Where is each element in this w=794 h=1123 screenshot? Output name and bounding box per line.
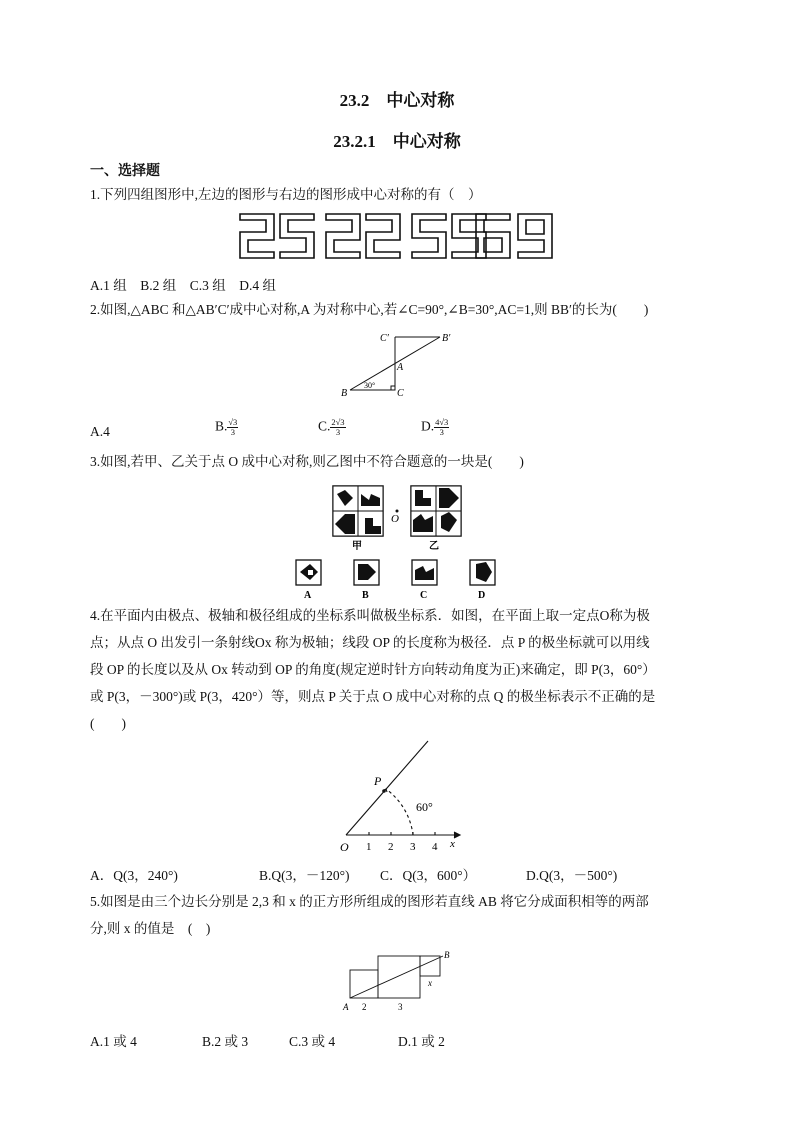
question-3-option-figures	[292, 558, 502, 602]
label-b-prime: B′	[442, 333, 451, 344]
option-b-tile	[354, 560, 379, 585]
question-4-option-b: B.Q(3，－120°)	[259, 868, 350, 883]
question-5-option-d: D.1 或 2	[398, 1034, 445, 1049]
label-a: A	[397, 362, 404, 373]
question-4-option-d: D.Q(3，－500°)	[526, 868, 618, 883]
tick-1: 1	[366, 841, 372, 853]
digit-outline-2b	[326, 214, 360, 258]
label-jia: 甲	[352, 541, 362, 552]
option-a-tile	[296, 560, 321, 585]
option-label-c: C	[420, 590, 428, 601]
question-1-text: 1.下列四组图形中,左边的图形与右边的图形成中心对称的有（ ）	[90, 187, 482, 202]
digit-outline-9	[518, 214, 552, 258]
tick-4: 4	[432, 841, 438, 853]
tick-3: 3	[410, 841, 416, 853]
tick-2: 2	[388, 841, 394, 853]
digit-outline-5c	[452, 214, 486, 258]
question-4-option-c: C．Q(3，600°）	[380, 868, 477, 883]
question-5-option-b: B.2 或 3	[202, 1034, 249, 1049]
page-title: 23.2 中心对称	[339, 91, 455, 110]
label-x-axis: x	[450, 838, 455, 850]
question-3-text: 3.如图,若甲、乙关于点 O 成中心对称,则乙图中不符合题意的一块是( )	[90, 454, 524, 469]
question-4-line-1: 4.在平面内由极点、极轴和极径组成的坐标系叫做极坐标系．如图，在平面上取一定点O称为极	[90, 608, 650, 623]
question-2-figure	[330, 328, 460, 400]
question-2-option-d: D. $\frac{4√3}{3}$	[421, 417, 449, 437]
option-label-a: A	[304, 590, 312, 601]
question-4-option-a: A．Q(3，240°)	[90, 868, 178, 883]
question-5-line-2: 分,则 x 的值是 ( )	[90, 921, 211, 936]
question-1-figure	[238, 212, 558, 262]
label-origin: O	[340, 840, 349, 854]
digit-outline-2a	[240, 214, 274, 258]
question-2-text: 2.如图,△ABC 和△AB′C′成中心对称,A 为对称中心,若∠C=90°,∠B=30°,AC=1,则 BB′的长为( )	[90, 302, 649, 317]
option-label-d: D	[478, 590, 486, 601]
question-3-figure	[325, 484, 475, 552]
label-side-2: 2	[362, 1002, 367, 1012]
label-c-prime: C′	[380, 333, 389, 344]
label-o: O	[391, 513, 399, 525]
question-2-option-c: C. $\frac{2√3}{3}$	[318, 417, 345, 437]
question-2-option-a: A.4	[90, 424, 110, 439]
question-4-line-5: ( )	[90, 716, 126, 731]
figure-yi	[411, 486, 461, 536]
question-1-options: A.1 组 B.2 组 C.3 组 D.4 组	[90, 278, 277, 293]
digit-outline-5b	[412, 214, 446, 258]
label-b-point: B	[444, 950, 450, 960]
question-5-line-1: 5.如图是由三个边长分别是 2,3 和 x 的正方形所组成的图形若直线 AB 将它分成面积相等的两部	[90, 894, 649, 909]
label-p: P	[374, 774, 382, 788]
page-subtitle: 23.2.1 中心对称	[333, 132, 461, 151]
digit-outline-2c	[366, 214, 400, 258]
option-c-tile	[412, 560, 437, 585]
question-4-figure	[336, 735, 466, 855]
question-4-line-2: 点；从点 O 出发引一条射线Ox 称为极轴；线段 OP 的长度称为极径．点 P 的极坐标就可以用线	[90, 635, 650, 650]
label-side-x: x	[428, 978, 432, 988]
option-label-b: B	[362, 590, 369, 601]
question-5-figure	[340, 948, 460, 1018]
label-angle-60: 60°	[416, 800, 433, 814]
label-side-3: 3	[398, 1002, 403, 1012]
question-5-option-a: A.1 或 4	[90, 1034, 137, 1049]
question-2-option-b: B. $\frac{√3}{3}$	[215, 417, 238, 437]
question-5-option-c: C.3 或 4	[289, 1034, 336, 1049]
digit-outline-5a	[280, 214, 314, 258]
label-b: B	[341, 388, 348, 399]
label-angle: 30°	[364, 381, 376, 390]
question-4-line-4: 或 P(3，－300°)或 P(3，420°）等，则点 P 关于点 O 成中心对称的点 Q 的极坐标表示不正确的是	[90, 689, 656, 704]
label-c: C	[397, 388, 404, 399]
section-label: 一、选择题	[90, 164, 160, 179]
figure-jia	[333, 486, 383, 536]
label-a-point: A	[343, 1002, 349, 1012]
question-4-line-3: 段 OP 的长度以及从 Ox 转动到 OP 的角度(规定逆时针方向转动角度为正)来确定，即 P(3，60°）	[90, 662, 656, 677]
label-yi: 乙	[429, 541, 439, 552]
option-d-tile	[470, 560, 495, 585]
